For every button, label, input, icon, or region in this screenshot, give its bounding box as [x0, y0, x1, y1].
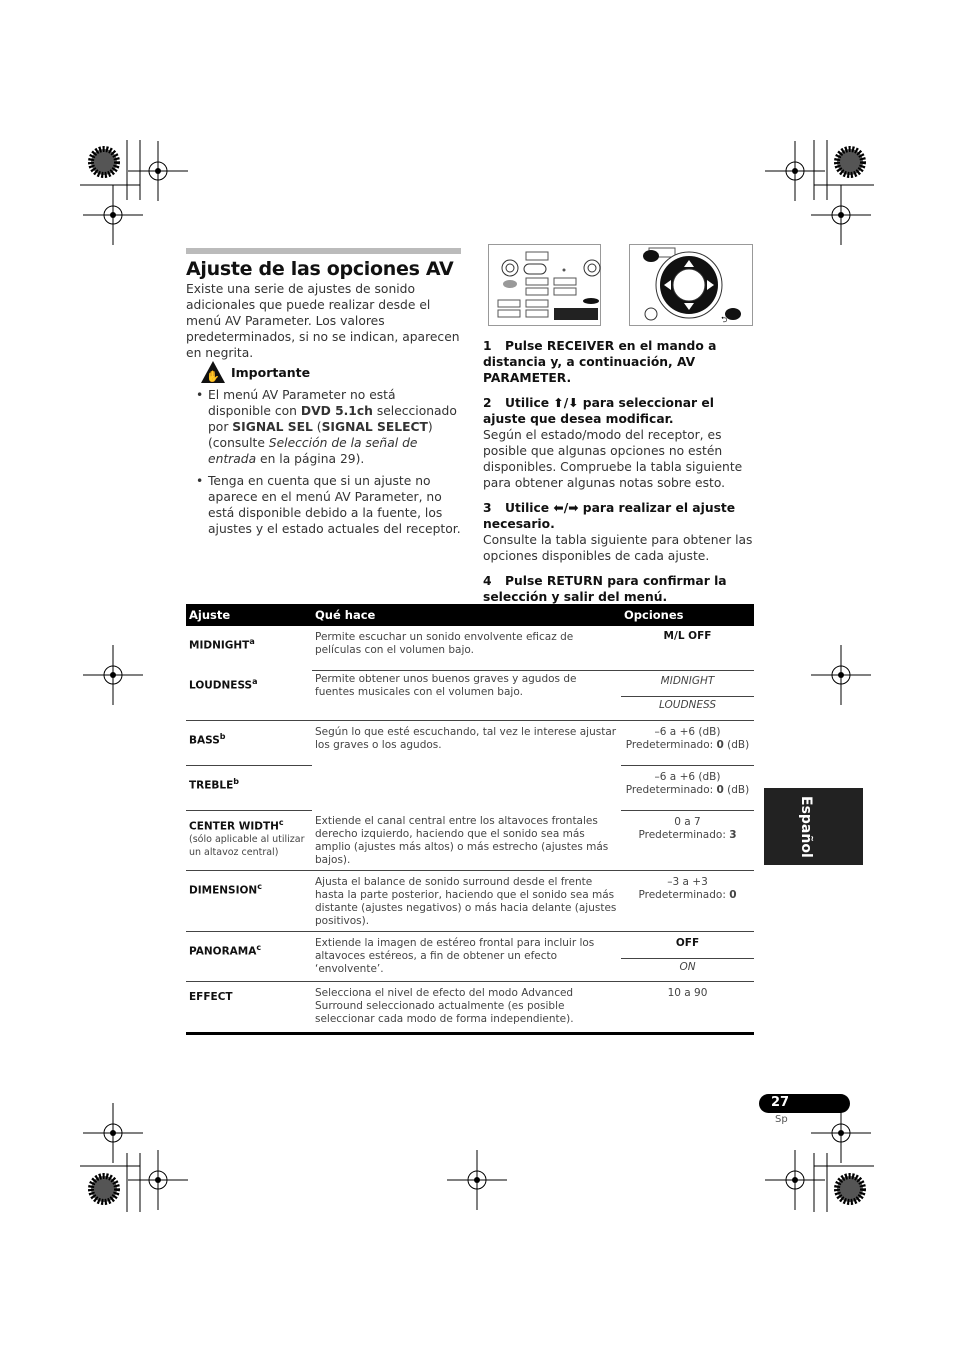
table-row-panorama-option: ON [186, 959, 754, 982]
col-header-opciones: Opciones [621, 604, 754, 626]
page-language-code: Sp [775, 1114, 788, 1125]
language-label: Español [798, 796, 814, 858]
av-parameter-table [186, 604, 754, 1035]
section-title: Ajuste de las opciones AV [186, 258, 454, 280]
important-icon [200, 360, 226, 388]
table-row-bass: BASS$^b$ Según lo que esté escuchando, tal vez le interese ajustar los graves o los agudos. –6 a +6 (dB) Predeterminado: 0 (dB) [186, 720, 754, 765]
table-row-loudness: LOUDNESS$^a$ Permite obtener unos buenos graves y agudos de fuentes musicales con el volumen bajo. MIDNIGHT [186, 670, 754, 696]
table-row-midnight: MIDNIGHT$^a$ Permite escuchar un sonido envolvente eficaz de películas con el volumen bajo. M/L OFF [186, 626, 754, 670]
svg-text:✋: ✋ [206, 370, 220, 383]
remote-illustration-right [629, 244, 753, 326]
step-2: 2 Utilice ⬆/⬇ para seleccionar el ajuste que desea modificar. Según el estado/modo del receptor, es posible que algunas opciones no estén disponibles. Compruebe la tabla siguiente para obtener algunas notas sobre esto. [483, 396, 743, 490]
step-1: 1 Pulse RECEIVER en el mando a distancia y, a continuación, AV PARAMETER. [483, 339, 717, 385]
intro-text: Existe una serie de ajustes de sonido adicionales que puede realizar desde el menú AV Parameter. Los valores predeterminados, si no se indican, aparecen en negrita. [186, 282, 460, 360]
col-header-que-hace: Qué hace [312, 604, 621, 626]
svg-text:⮌: ⮌ [721, 315, 728, 324]
important-bullets [196, 387, 462, 543]
table-header-row [186, 604, 754, 626]
important-bullet-1: • El menú AV Parameter no está disponible con DVD 5.1ch seleccionado por SIGNAL SEL (SIGNAL SELECT) (consulte Selección de la señal de entrada en la página 29). [196, 387, 462, 467]
steps [483, 338, 759, 614]
important-label: Importante [231, 365, 311, 380]
col-header-ajuste: Ajuste [186, 604, 312, 626]
step-3: 3 Utilice ⬅/➡ para realizar el ajuste necesario. Consulte la tabla siguiente para obtener las opciones disponibles de cada ajuste. [483, 501, 753, 563]
table-row-treble: TREBLE$^b$ –6 a +6 (dB) Predeterminado: 0 (dB) [186, 765, 754, 810]
table-row-loudness-option: LOUDNESS [186, 696, 754, 720]
table-row-center-width: CENTER WIDTH$^c$ (sólo aplicable al utilizar un altavoz central) Extiende el canal central entre los altavoces frontales derecho izquierdo, haciendo que el sonido sea más amplio (ajustes más altos) o más estrecho (ajustes más bajos). 0 a 7 Predeterminado: 3 [186, 810, 754, 871]
table-row-effect: EFFECT Selecciona el nivel de efecto del modo Advanced Surround seleccionado actualmente (es posible seleccionar cada modo de forma independiente). 10 a 90 [186, 982, 754, 1034]
remote-illustration-left [488, 244, 601, 326]
table-row-dimension: DIMENSION$^c$ Ajusta el balance de sonido surround desde el frente hasta la parte posterior, haciendo que el sonido sea más distante (ajustes negativos) o más hacia delante (ajustes positivos). –3 a +3 Predeterminado: 0 [186, 871, 754, 932]
title-rule [186, 248, 461, 254]
page-number: 27 [771, 1095, 790, 1110]
table-row-panorama: PANORAMA$^c$ Extiende la imagen de estéreo frontal para incluir los altavoces estéreos, a fin de obtener un efecto ‘envolvente’. OFF [186, 932, 754, 959]
step-4: 4 Pulse RETURN para confirmar la selección y salir del menú. [483, 574, 727, 604]
language-tab [764, 788, 863, 865]
important-bullet-2: • Tenga en cuenta que si un ajuste no aparece en el menú AV Parameter, no está disponible debido a la fuente, los ajustes y el estado actuales del receptor. [196, 473, 462, 537]
